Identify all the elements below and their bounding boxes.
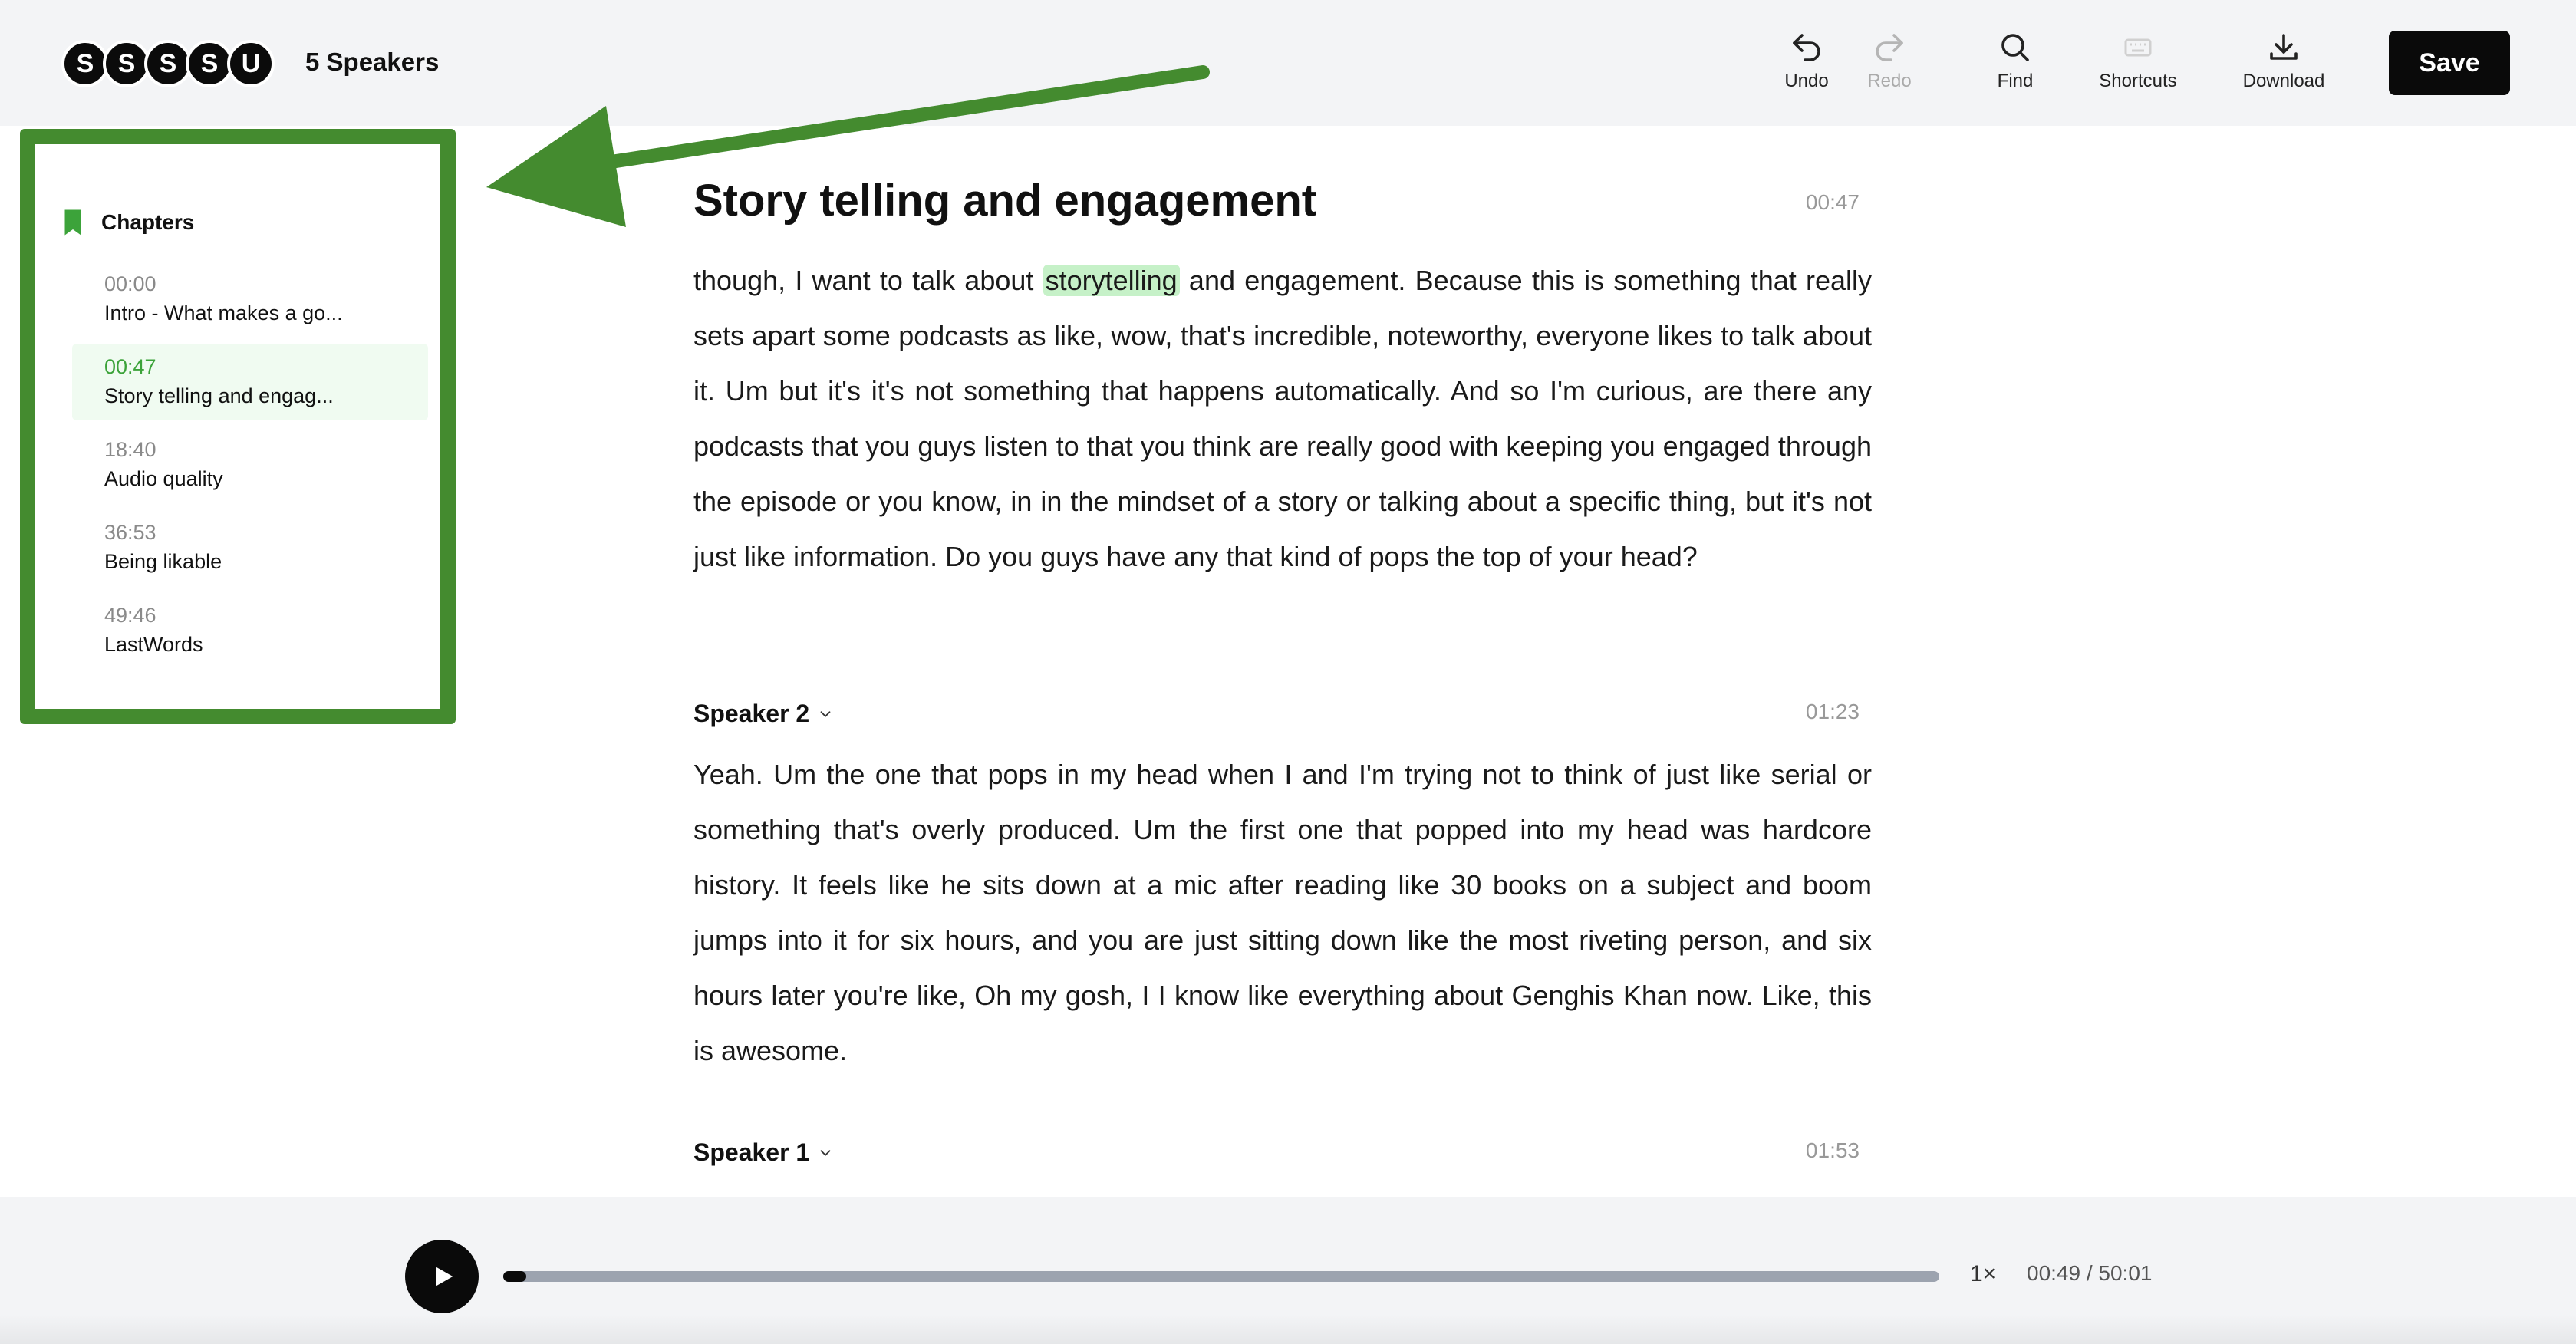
chevron-down-icon	[817, 706, 834, 723]
speaker-selector[interactable]	[693, 700, 834, 728]
speaker-name: Speaker 2	[693, 700, 810, 727]
chapter-time: 00:00	[104, 272, 156, 295]
avatar[interactable]: S	[144, 40, 192, 87]
playback-speed-button[interactable]: 1×	[1970, 1261, 1997, 1286]
chapter-item[interactable]	[72, 509, 428, 586]
transcript-paragraph[interactable]: Yeah. Um the one that pops in my head when I and I'm trying not to think of just like serial or something that's overly produced. Um the first one that popped into my head was hardcore history. It feels like he sits down at a mic after reading like 30 books on a subject and boom jumps into it for six hours, and you are just sitting down like the most riveting person, and six hours later you're like, Oh my gosh, I I know like everything about Genghis Khan now. Like, this is awesome.	[693, 759, 1872, 1066]
speaker-name: Speaker 1	[693, 1138, 810, 1166]
transcript-paragraph[interactable]	[693, 253, 1872, 585]
chapter-item-active[interactable]	[72, 344, 428, 420]
redo-label: Redo	[1867, 71, 1912, 91]
speaker-selector[interactable]	[693, 1138, 834, 1167]
section-title[interactable]: Story telling and engagement	[693, 176, 1317, 226]
chapter-time: 49:46	[104, 604, 156, 627]
chevron-down-icon	[817, 1145, 834, 1161]
chapter-time: 00:47	[104, 355, 156, 378]
chapter-name: Audio quality	[104, 467, 223, 490]
avatar[interactable]: S	[103, 40, 150, 87]
bookmark-icon	[61, 209, 84, 236]
progress-fill	[503, 1271, 526, 1282]
redo-icon	[1871, 29, 1908, 66]
progress-bar[interactable]	[503, 1271, 1939, 1282]
chapters-title: Chapters	[101, 210, 195, 234]
undo-icon	[1788, 29, 1825, 66]
keyboard-icon	[2120, 29, 2156, 66]
chapter-time: 18:40	[104, 438, 156, 461]
search-highlight: storytelling	[1043, 265, 1180, 296]
avatar[interactable]: S	[186, 40, 233, 87]
chapters-panel	[20, 129, 456, 724]
chapter-item[interactable]	[72, 592, 428, 669]
chapter-name: Story telling and engag...	[104, 384, 334, 407]
chapter-time: 36:53	[104, 521, 156, 544]
download-button[interactable]	[2226, 29, 2341, 98]
speaker-avatars[interactable]	[61, 40, 268, 87]
speaker-timestamp[interactable]: 01:53	[1805, 1138, 1860, 1162]
section-timestamp[interactable]: 00:47	[1805, 190, 1860, 214]
download-label: Download	[2242, 71, 2325, 91]
find-button[interactable]	[1958, 29, 2073, 98]
shortcuts-label: Shortcuts	[2099, 71, 2177, 91]
undo-label: Undo	[1784, 71, 1829, 91]
chapters-header	[61, 209, 194, 236]
speaker-timestamp[interactable]: 01:23	[1805, 700, 1860, 723]
shortcuts-button[interactable]	[2080, 29, 2196, 98]
avatar[interactable]: U	[227, 40, 275, 87]
speakers-count[interactable]: 5 Speakers	[305, 48, 440, 76]
top-bar	[0, 0, 2576, 126]
chapter-name: LastWords	[104, 633, 203, 656]
find-label: Find	[1997, 71, 2034, 91]
paragraph-text: and engagement. Because this is something that really sets apart some podcasts as like, wow, that's incredible, noteworthy, everyone likes to talk about it. Um but it's it's not something that happens automatically. And so I'm curious, are there any podcasts that you guys listen to that you think are really good with keeping you engaged through the episode or you know, in in the mindset of a story or talking about a specific thing, but it's not just like information. Do you guys have any that kind of pops the top of your head?	[693, 265, 1872, 572]
play-button[interactable]	[405, 1240, 479, 1313]
audio-player	[0, 1197, 2576, 1344]
download-icon	[2265, 29, 2302, 66]
chapter-name: Intro - What makes a go...	[104, 301, 343, 324]
chapter-name: Being likable	[104, 550, 222, 573]
redo-button[interactable]	[1832, 29, 1947, 98]
paragraph-text: though, I want to talk about	[693, 265, 1043, 296]
chapter-item[interactable]	[72, 261, 428, 338]
save-button[interactable]: Save	[2389, 31, 2510, 95]
avatar[interactable]: S	[61, 40, 109, 87]
play-icon	[427, 1262, 456, 1291]
time-readout: 00:49 / 50:01	[2027, 1261, 2153, 1285]
search-icon	[1997, 29, 2034, 66]
chapter-item[interactable]	[72, 427, 428, 503]
